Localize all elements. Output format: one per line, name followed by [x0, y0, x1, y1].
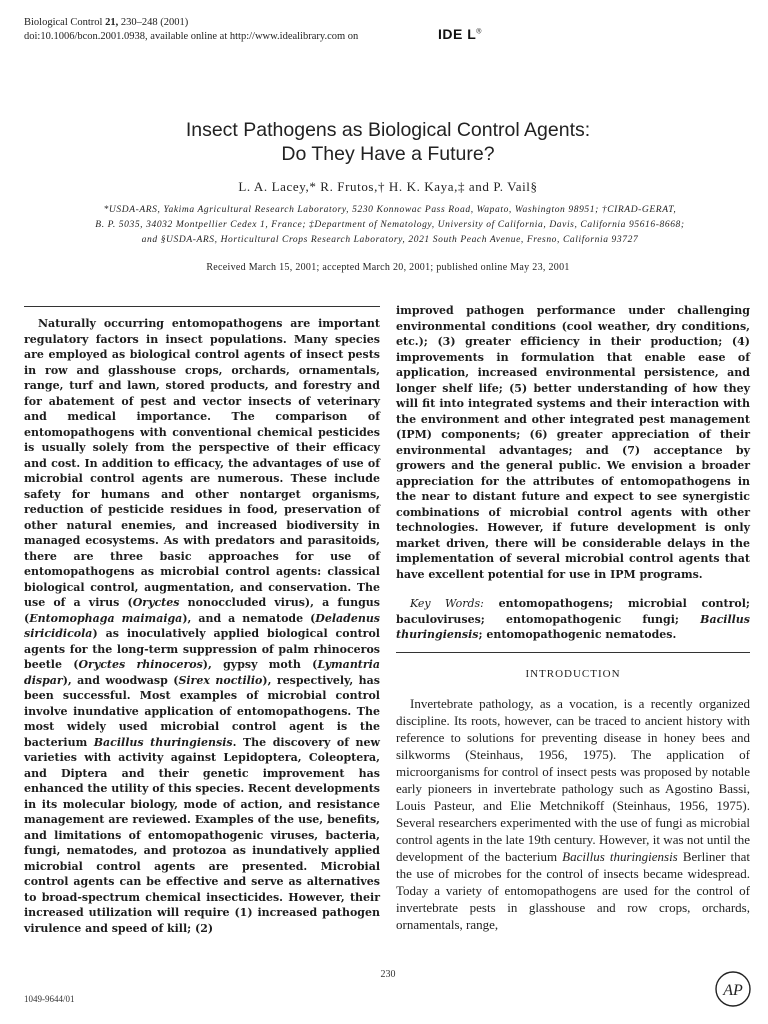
journal-name: Biological Control — [24, 17, 103, 28]
introduction-body — [396, 695, 750, 933]
journal-volume: 21, — [105, 17, 119, 28]
ideal-logo — [438, 26, 482, 42]
affiliation-line: and §USDA-ARS, Horticultural Crops Research Laboratory, 2021 South Peach Avenue, Fresno, California 93727 — [141, 235, 639, 245]
abstract-paragraph: Naturally occurring entomopathogens are important regulatory factors in insect populations. Many species are employed as biological control agents of insect pests in row and glasshouse crops, orchards, ornamentals, range, turf and lawn, stored products, and forestry and for abatement of pest and vector insects of veterinary and medical importance. The comparison of entomopathogens with conventional chemical pesticides is usually solely from the perspective of their efficacy and cost. In addition to efficacy, the advantages of use of microbial control agents are numerous. These include safety for humans and other nontarget organisms, reduction of pesticide residues in food, preservation of other natural enemies, and increased biodiversity in managed ecosystems. As with predators and parasitoids, there are three basic approaches for use of entomopathogens as microbial control agents: classical biological control, augmentation, and conservation. The use of a virus (Oryctes nonoccluded virus), a fungus (Entomophaga maimaiga), and a nematode (Deladenus siricidicola) as inoculatively applied biological control agents for the long-term suppression of palm rhinoceros beetle (Oryctes rhinoceros), gypsy moth (Lymantria dispar), and woodwasp (Sirex noctilio), respectively, has been successful. Most examples of microbial control involve inundative application of entomopathogens. The most widely used microbial control agent is the bacterium Bacillus thuringiensis. The discovery of new varieties with activity against Lepidoptera, Coleoptera, and Diptera and their genetic improvement has enhanced the utility of this species. Recent developments in its molecular biology, mode of action, and resistance management are reviewed. Examples of the use, benefits, and limitations of entomopathogenic viruses, bacteria, fungi, nematodes, and protozoa as inundatively applied microbial control agents are presented. Microbial control agents can be effective and serve as alternatives to broad-spectrum chemical insecticides. However, their increased utilization will require (1) increased pathogen virulence and speed of kill; (2) — [24, 317, 381, 935]
abstract-top-rule — [24, 306, 380, 307]
section-heading-introduction: INTRODUCTION — [525, 668, 621, 680]
author-list: L. A. Lacey,* R. Frutos,† H. K. Kaya,‡ and P. Vail§ — [238, 179, 538, 194]
publisher-mark: AP — [723, 982, 743, 999]
title-line-2: Do They Have a Future? — [281, 143, 495, 165]
issn-code: 1049-9644/01 — [24, 994, 75, 1004]
abstract-column-2 — [396, 303, 750, 582]
registered-mark: ® — [476, 28, 482, 36]
paper-title — [0, 118, 768, 166]
citation-line — [24, 16, 358, 30]
key-words — [396, 596, 750, 643]
page-number: 230 — [380, 969, 396, 980]
affiliation-line: B. P. 5035, 34032 Montpellier Cedex 1, France; ‡Department of Nematology, University of California, Davis, California 95616-8668; — [95, 220, 685, 230]
abstract-bottom-rule — [396, 652, 750, 653]
abstract-continuation: improved pathogen performance under challenging environmental conditions (cool weather, dry conditions, etc.); (3) greater efficiency in their production; (4) improvements in formulation that enable ease of application, increased environmental persistence, and longer shelf life; (5) better understanding of how they will fit into integrated systems and their interaction with the environment and other integrated pest management (IPM) components; (6) greater appreciation of their environmental advantages; and (7) acceptance by growers and the general public. We envision a broader appreciation for the attributes of entomopathogens in the near to distant future and expect to see synergistic combinations of microbial control agents with other technologies. However, if future development is only market driven, there will be considerable delays in the implementation of several microbial control agents that have excellent potential for use in IPM programs. — [396, 304, 750, 581]
journal-header — [24, 16, 358, 44]
doi-line: doi:10.1006/bcon.2001.0938, available online at http://www.idealibrary.com on — [24, 31, 359, 42]
affiliation-line: *USDA-ARS, Yakima Agricultural Research Laboratory, 5230 Konnowac Pass Road, Wapato, Washington 98951; †CIRAD-GERAT, — [103, 205, 677, 215]
introduction-paragraph: Invertebrate pathology, as a vocation, is a recently organized discipline. Its roots, however, can be traced to ancient history with reference to solutions for preventing disease in honey bees and silkworms (Steinhaus, 1956, 1975). The application of microorganisms for control of insect pests was proposed by notable early pioneers in invertebrate pathology such as Agostino Bassi, Louis Pasteur, and Elie Metchnikoff (Steinhaus, 1956, 1975). Several researchers experimented with the use of fungi as microbial control agents in the late 19th century. However, it was not until the development of the bacterium Bacillus thuringiensis Berliner that the use of microbes for the control of insects became widespread. Today a variety of entomopathogens are used for the control of invertebrate pests in glasshouse and row crops, orchards, ornamentals, range, — [396, 696, 750, 932]
received-dates: Received March 15, 2001; accepted March 20, 2001; published online May 23, 2001 — [206, 262, 570, 273]
academic-press-logo — [714, 970, 752, 1008]
key-words-text: entomopathogens; microbial control; baculoviruses; entomopathogenic fungi; Bacillus thuringiensis; entomopathogenic nematodes. — [396, 597, 750, 641]
key-words-label: Key Words: — [410, 597, 484, 610]
ideal-logo-text: IDE L — [438, 26, 477, 42]
title-line-1: Insect Pathogens as Biological Control Agents: — [185, 119, 591, 141]
abstract-column-1 — [24, 316, 380, 936]
journal-pages: 230–248 (2001) — [120, 17, 189, 28]
affiliations — [40, 203, 740, 248]
